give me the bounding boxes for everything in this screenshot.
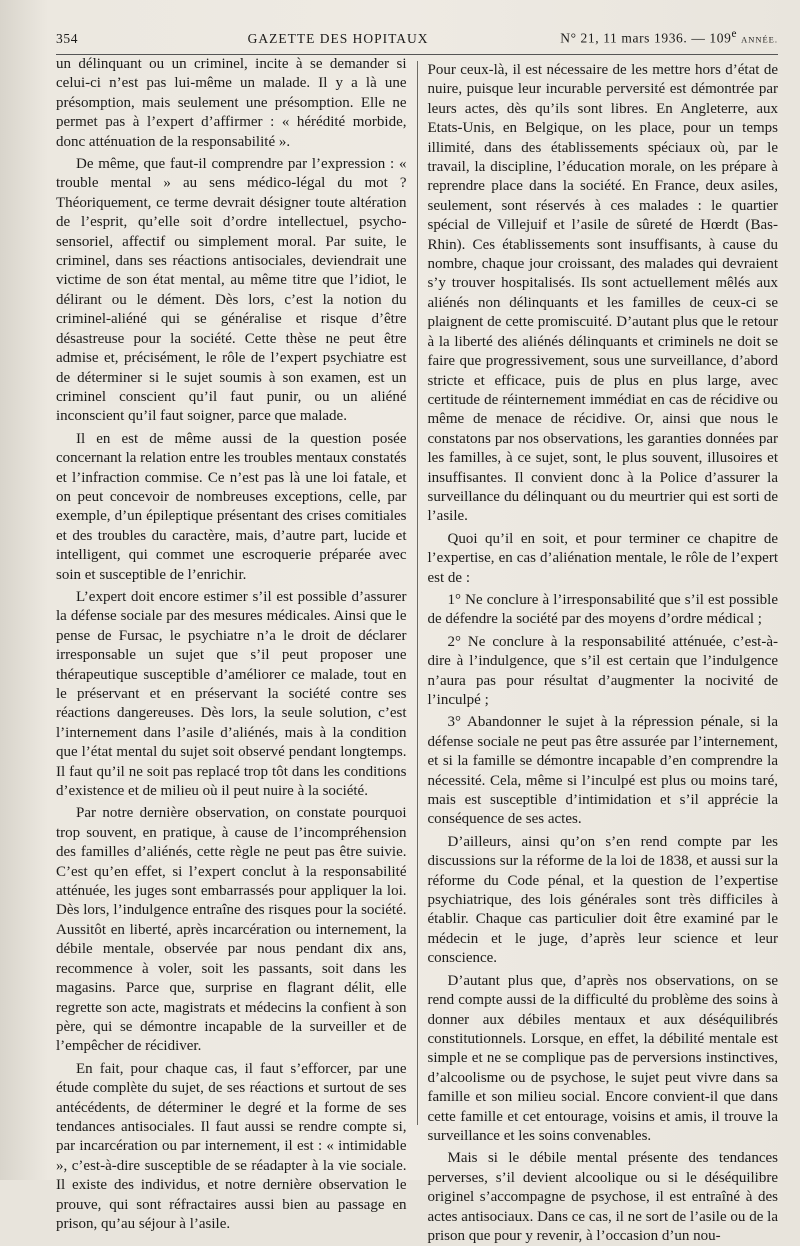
issue-line bbox=[560, 28, 778, 47]
right-paragraph: D’autant plus que, d’après nos observations, on se rend compte aussi de la difficulté du problème des soins à donner aux débiles mentaux et aux déséquilibrés constitutionnels. Lorsque, en effet, la débilité mentale est simple et ne se complique pas de perversions instinctives, d’alcoolisme ou de psychose, le sujet peut vivre dans sa famille et son milieu social. Encore convient-il que dans cette famille et cet entourage, voisins et amis, il trouve la surveillance et les soins convenables. bbox=[427, 972, 778, 1144]
left-paragraph: De même, que faut-il comprendre par l’expression : « trouble mental » au sens médico-légal du mot ? Théoriquement, ce terme devrait désigner toute altération de l’esprit, qu’elle soit d’ordre intellectuel, psycho-sensoriel, affectif ou simplement moral. Par suite, le criminel, dans ses réactions antisociales, deviendrait une victime de son état mental, au même titre que l’idiot, le délirant ou le dément. Dès lors, c’est la notion du criminel-aliéné qui se généralise et risque d’être désastreuse pour la société. Cette thèse ne peut être admise et, précisément, le rôle de l’expert psychiatre est de déterminer si le sujet soumis à son examen, est un criminel conscient qu’il faut punir, ou un aliéné inconscient qu’il faut soigner, parce que malade. bbox=[56, 156, 407, 425]
left-paragraph: En fait, pour chaque cas, il faut s’efforcer, par une étude complète du sujet, de ses réactions et surtout de ses antécédents, de déterminer le degré et la forme de ses tendances antisociales. Il faut aussi se rendre compte si, par incarcération ou par internement, il est : « intimidable », c’est-à-dire susceptible de se réadapter à la vie sociale. Il existe des individus, et notre dernière observation le prouve, qui sont réfractaires aussi bien au passage en prison, qu’au séjour à l’asile. bbox=[56, 1060, 407, 1232]
page-header bbox=[56, 28, 778, 50]
right-paragraph: 1° Ne conclure à l’irresponsabilité que s’il est possible de défendre la société par des moyens d’ordre médical ; bbox=[427, 591, 778, 628]
left-paragraph: Par notre dernière observation, on constate pourquoi trop souvent, en pratique, à cause de l’incompréhension des familles d’aliénés, cette règle ne peut pas être suivie. C’est qu’en effet, si l’expert conclut à la responsabilité atténuée, les juges sont embarrassés pour appliquer la loi. Dès lors, l’indulgence entraîne des risques pour la société. Aussitôt en liberté, après incarcération ou internement, la débile mentale, observée par nous pendant dix ans, recommence à voler, soit les passants, soit dans les magasins. Parce que, surprise en flagrant délit, elle regrette son acte, magistrats et médecins la confient à son père, qui se démontre incapable de la surveiller et de l’empêcher de récidiver. bbox=[56, 805, 407, 1055]
left-paragraph: L’expert doit encore estimer s’il est possible d’assurer la défense sociale par des mesures médicales. Ainsi que le pense de Fursac, le psychiatre n’a le droit de déclarer irresponsable un sujet que s’il peut proposer une thérapeutique susceptible d’améliorer ce malade, tout en le préservant et en préservant la société contre ses réactions dangereuses. Dès lors, la seule solution, c’est l’internement dans l’asile d’aliénés, mais à la condition que l’état mental du sujet soit observé pendant longtemps. Il faut qu’il ne soit pas replacé trop tôt dans les conditions d’existence et de milieu où il peut nuire à la société. bbox=[56, 588, 407, 800]
article-columns bbox=[56, 55, 778, 1244]
journal-title: GAZETTE DES HOPITAUX bbox=[247, 30, 429, 46]
right-paragraph: Quoi qu’il en soit, et pour terminer ce chapitre de l’expertise, en cas d’aliénation mentale, le rôle de l’expert est de : bbox=[427, 530, 778, 586]
issue-sup: e bbox=[731, 28, 738, 40]
right-paragraph: Mais si le débile mental présente des tendances perverses, s’il devient alcoolique ou si le déséquilibre originel s’accompagne de psychose, il est entraîné à des actes antisociaux. Dans ce cas, il ne sort de l’asile ou de la prison que pour y revenir, à l’occasion d’un nou- bbox=[427, 1150, 778, 1244]
right-paragraph: 3° Abandonner le sujet à la répression pénale, si la défense sociale ne peut pas être assurée par l’internement, et si la famille se démontre incapable d’en comprendre la nécessité. Cela, même si l’inculpé est plus ou moins taré, mais est susceptible d’intimidation et s’il apprécie la conséquence de ses actes. bbox=[427, 714, 778, 828]
issue-annee: ANNÉE. bbox=[741, 34, 778, 45]
left-column bbox=[56, 55, 417, 1232]
right-column bbox=[417, 61, 779, 1244]
right-paragraph: Pour ceux-là, il est nécessaire de les mettre hors d’état de nuire, puisque leur incurable perversité est démontrée par leurs actes, dès qu’ils sont libres. En Angleterre, aux Etats-Unis, en Belgique, on les place, pour un temps illimité, dans des établissements spéciaux où, par le travail, la discipline, l’éducation morale, on les prépare à reprendre place dans la société. En France, deux asiles, seulement, sont réservés à ces malades : le quartier spécial de Villejuif et l’asile de sûreté de Hœrdt (Bas-Rhin). Ces établissements sont insuffisants, à cause du nombre, chaque jour croissant, des malades qui devraient s’y trouver hospitalisés. Ils sont actuellement mêlés aux aliénés non délinquants et les familles de ceux-ci se plaignent de cette promiscuité. D’autant plus que le retour à la liberté des aliénés délinquants et criminels ne doit se faire que progressivement, sous une surveillance, d’abord stricte et efficace, puis de plus en plus large, avec certitude de réinternement immédiat en cas de récidive ou même de menace de récidive. Or, ainsi que nous le constatons par nos observations, les garanties données par les familles, à ce sujet, sont, le plus souvent, illusoires et insuffisantes. Il convient donc à la Police d’assurer la surveillance du délinquant ou du meurtrier qui est sorti de l’asile. bbox=[427, 62, 778, 525]
left-paragraph: un délinquant ou un criminel, incite à se demander si celui-ci n’est pas lui-même un malade. Il y a là une présomption, mais seulement une présomption. Elle ne permet pas à l’expert d’affirmer : « hérédité morbide, donc atténuation de la responsabilité ». bbox=[56, 56, 407, 150]
right-paragraph: D’ailleurs, ainsi qu’on s’en rend compte par les discussions sur la réforme de la loi de 1838, et aussi sur la réforme du Code pénal, et la question de l’expertise psychiatrique, des lois générales sont très difficiles à établir. Chaque cas particulier doit être examiné par le médecin et le juge, d’après leur science et leur conscience. bbox=[427, 833, 778, 967]
issue-date: N° 21, 11 mars 1936. — 109 bbox=[560, 30, 732, 46]
left-paragraph: Il en est de même aussi de la question posée concernant la relation entre les troubles mentaux constatés et l’infraction commise. Ce n’est pas là une loi fatale, et on peut concevoir de nombreuses exceptions, celle, par exemple, d’un épileptique présentant des crises comitiales et des troubles du caractère, mais, d’autre part, lucide et intelligent, qui commet une escroquerie préparée avec soin et susceptible de l’enrichir. bbox=[56, 430, 407, 583]
page-number: 354 bbox=[56, 30, 79, 46]
right-paragraph: 2° Ne conclure à la responsabilité atténuée, c’est-à-dire à l’indulgence, que s’il est certain que l’indulgence n’aura pas pour résultat d’augmenter la nocivité de l’inculpé ; bbox=[427, 633, 778, 708]
